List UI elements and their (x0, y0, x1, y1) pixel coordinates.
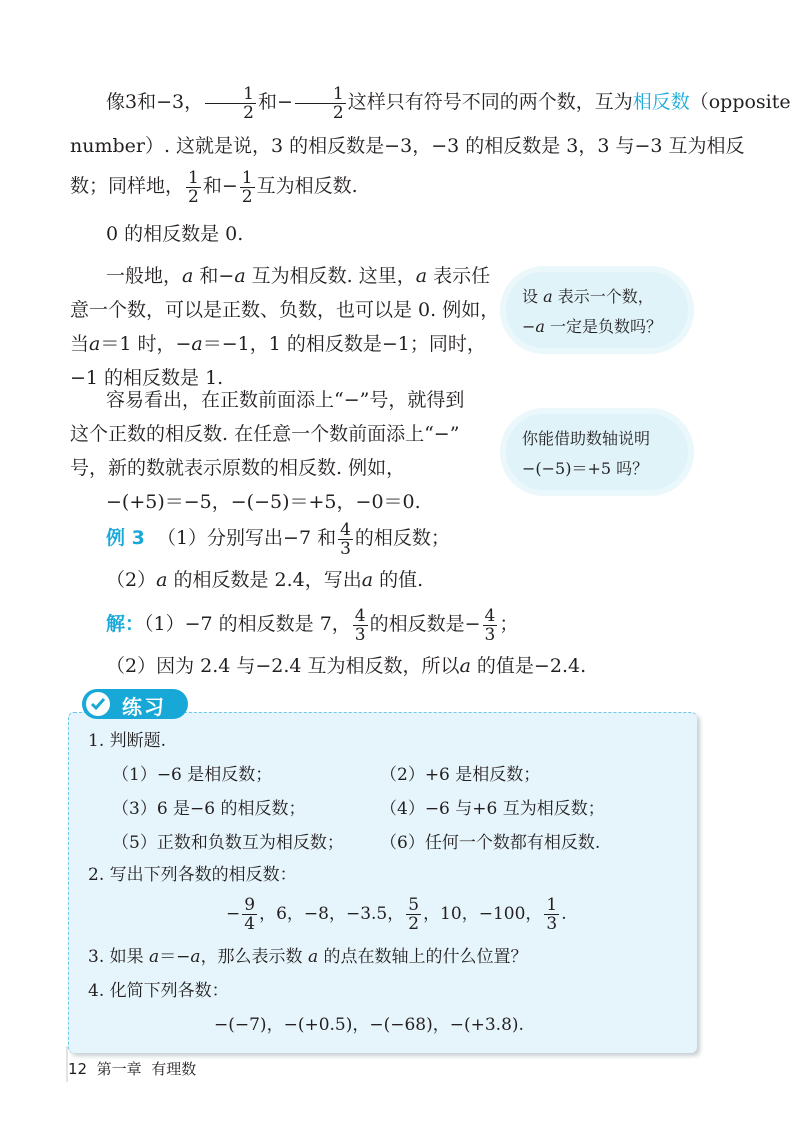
text: 互为相反数. 这里， (245, 265, 416, 287)
practice-q1-item: （1）−6 是相反数； (112, 765, 273, 785)
var: a (361, 569, 374, 591)
paragraph-sign-line1: 容易看出，在正数前面添上“−”号，就得到 (106, 389, 465, 411)
text: ＝−1，1 的相反数是−1；同时， (202, 333, 486, 355)
paragraph-general-line4: −1 的相反数是 1. (70, 367, 224, 389)
text: （opposite (689, 91, 791, 113)
paragraph-general-line2: 意一个数，可以是正数、负数，也可以是 0. 例如， (70, 299, 500, 321)
var: a (89, 333, 101, 355)
text: 表示任 (427, 265, 491, 287)
practice-q4-expressions: −(−7)，−(+0.5)，−(−68)，−(+3.8). (214, 1015, 524, 1035)
text: ，6，−8，−3.5， (259, 904, 405, 924)
text: 和− (193, 265, 235, 287)
text: 设 (522, 287, 544, 306)
fraction (338, 521, 353, 558)
paragraph-sign-line4: −(+5)＝−5，−(−5)＝+5，−0＝0. (106, 491, 421, 513)
text: 的值. (373, 569, 424, 591)
text: ＝− (159, 947, 191, 967)
example-question-2 (70, 560, 736, 600)
text: 3. 如果 (88, 947, 150, 967)
text: − (522, 317, 536, 336)
denominator: 2 (188, 186, 199, 207)
example-question-1 (70, 518, 736, 558)
cloud-note-question-negative (506, 272, 688, 348)
text: 的相反数； (354, 527, 450, 549)
denominator: 2 (408, 914, 420, 934)
denominator: 2 (332, 102, 344, 123)
practice-q1: 1. 判断题. (88, 731, 167, 751)
text: 的值是−2.4. (470, 655, 587, 677)
text: （2）因为 2.4 与−2.4 互为相反数，所以 (106, 655, 460, 677)
solution-label: 解： (106, 613, 145, 635)
text: （2） (106, 569, 157, 591)
denominator: 3 (484, 624, 496, 645)
numerator: 1 (546, 895, 558, 915)
practice-q1-item: （3）6 是−6 的相反数； (112, 799, 306, 819)
cloud-line (522, 282, 672, 312)
text: 数；同样地， (70, 175, 185, 197)
text: − (226, 904, 241, 924)
numerator: 1 (205, 85, 256, 104)
fraction (205, 85, 256, 122)
practice-q3 (88, 940, 528, 974)
text: . (561, 904, 567, 924)
practice-q4: 4. 化简下列各数： (88, 981, 229, 1001)
var: a (182, 265, 194, 287)
numerator: 1 (241, 167, 253, 188)
text: 互为相反数. (256, 175, 358, 197)
page-number: 12 (68, 1060, 88, 1078)
denominator: 3 (340, 538, 351, 559)
text: 的点在数轴上的什么位置？ (318, 947, 528, 967)
var: a (543, 287, 553, 306)
text: （1）分别写出−7 和 (156, 527, 337, 549)
text: ＝1 时，− (100, 333, 192, 355)
chapter-title: 有理数 (151, 1060, 197, 1078)
practice-q1-item: （6）任何一个数都有相反数. (380, 833, 601, 853)
fraction (353, 607, 368, 644)
var: a (535, 317, 545, 336)
text: 和− (202, 175, 238, 197)
text: 一定是负数吗？ (544, 317, 663, 336)
practice-check-icon (86, 692, 110, 716)
paragraph-sign-line2: 这个正数的相反数. 在任意一个数前面添上“−” (70, 423, 460, 445)
page-footer (68, 1058, 196, 1079)
cloud-line: 你能借助数轴说明 (522, 429, 651, 448)
denominator: 4 (244, 914, 256, 934)
practice-title: 练习 (122, 695, 166, 719)
cloud-line (522, 312, 672, 342)
fraction (240, 169, 255, 206)
numerator: 4 (354, 605, 366, 626)
denominator: 3 (546, 914, 558, 934)
practice-q1-item: （2）+6 是相反数； (380, 765, 541, 785)
text: ，那么表示数 (200, 947, 308, 967)
chapter-label: 第一章 (96, 1060, 142, 1078)
text: 表示一个数， (552, 287, 654, 306)
paragraph-zero: 0 的相反数是 0. (106, 223, 244, 245)
fraction (186, 169, 201, 206)
numerator: 4 (484, 605, 496, 626)
practice-q1-item: （5）正数和负数互为相反数； (112, 833, 344, 853)
numerator: 4 (340, 519, 351, 540)
var: a (459, 655, 471, 677)
cloud-note-number-line (506, 414, 688, 490)
fraction (295, 85, 346, 122)
text: 这样只有符号不同的两个数，互为 (347, 91, 633, 113)
text: ； (499, 613, 519, 635)
cloud-line: −(−5)＝+5 吗？ (522, 459, 649, 478)
paragraph-sign-line3: 号，新的数就表示原数的相反数. 例如， (70, 457, 406, 479)
denominator: 3 (354, 624, 366, 645)
numerator: 5 (408, 895, 420, 915)
practice-q1-item: （4）−6 与+6 互为相反数； (380, 799, 605, 819)
var: a (190, 947, 201, 967)
numerator: 9 (244, 895, 256, 915)
example-label: 例 3 (106, 527, 145, 549)
text: 当 (70, 333, 90, 355)
highlighted-term: 相反数 (632, 91, 690, 113)
numerator: 1 (188, 167, 199, 188)
denominator: 2 (241, 186, 253, 207)
numerator: 1 (295, 85, 346, 104)
fraction (242, 896, 257, 933)
text: 的相反数是 2.4，写出 (167, 569, 362, 591)
var: a (234, 265, 246, 287)
paragraph-opposite-definition-line1 (70, 82, 791, 123)
text: （1）−7 的相反数是 7， (144, 613, 351, 635)
var: a (307, 947, 319, 967)
var: a (415, 265, 428, 287)
var: a (149, 947, 160, 967)
denominator: 2 (243, 102, 254, 123)
text: 的相反数是− (369, 613, 481, 635)
text: 像3和−3， (106, 91, 204, 113)
practice-q2: 2. 写出下列各数的相反数： (88, 865, 297, 885)
var: a (191, 333, 203, 355)
practice-q2-numbers (226, 894, 567, 934)
var: a (156, 569, 168, 591)
example-solution-2 (70, 646, 736, 686)
text: ，10，−100， (423, 904, 543, 924)
text: 一般地， (106, 265, 183, 287)
paragraph-opposite-definition-line3 (70, 166, 700, 206)
fraction (544, 896, 559, 933)
fraction (483, 607, 498, 644)
example-solution-1 (70, 604, 736, 644)
text: 和− (257, 91, 293, 113)
paragraph-opposite-definition-line2: number）. 这就是说，3 的相反数是−3，−3 的相反数是 3，3 与−3 互为相反 (70, 135, 745, 157)
fraction (406, 896, 421, 933)
